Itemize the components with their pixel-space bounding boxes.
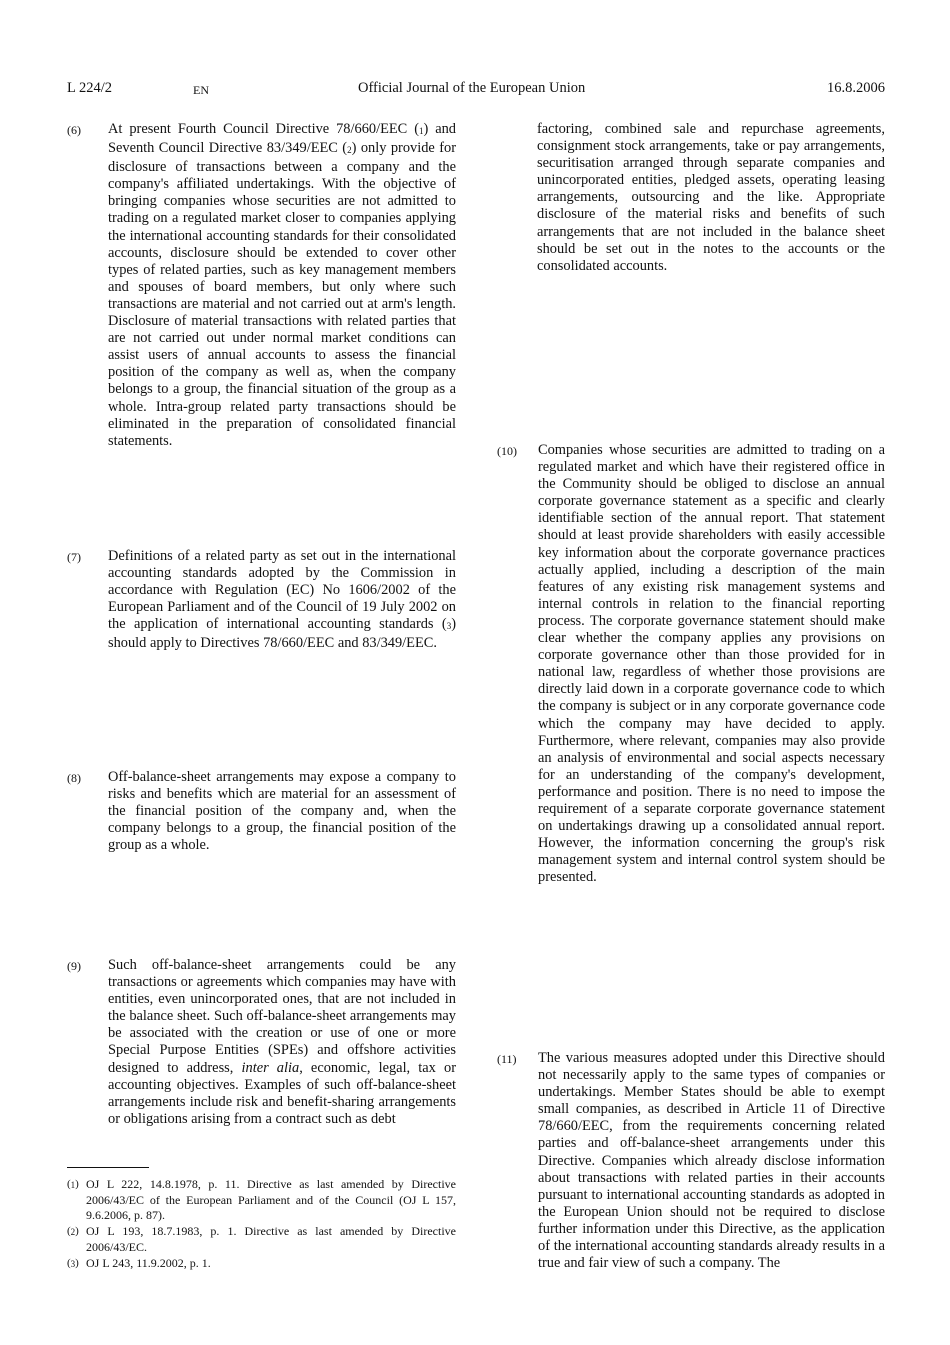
page-header (67, 80, 885, 100)
footnote-3 (67, 1256, 456, 1272)
recital-text: Companies whose securities are admitted to trading on a regulated market and which have their registered office in the Community should be obliged to disclose an annual corporate governance statement as a specific and clearly identifiable section of the annual report. That statement should at least provide shareholders with easily accessible key information about the corporate governance practices actually applied, including a description of the main features of any existing risk management systems and internal controls in relation to the financial reporting process. The corporate governance statement should make clear whether the company applies any provisions on corporate governance other than those provided for in national law, regardless of whether those provisions are directly laid down in a corporate governance code to which the company is subject or in any corporate governance code which the company may have decided to apply. Furthermore, where relevant, companies may also provide an analysis of environmental and social aspects necessary for an understanding of the company's development, performance and position. There is no need to impose the requirement of a separate corporate governance statement on undertakings drawing up a consolidated annual report. However, the information concerning the group's risk management system and internal control system should be presented. (538, 442, 885, 886)
footnote-number: $(_2)$ (67, 1225, 79, 1237)
recital-text: The various measures adopted under this Directive should not necessarily apply to the same types of companies or undertakings. Member States should be able to exempt small companies, as described in Article 11 of Directive 78/660/EEC, from the requirements concerning related parties and off-balance-sheet arrangements under this Directive. Companies which already disclose information about transactions with related parties in their accounts pursuant to international accounting standards as adopted in the European Union should not be required to disclose further information under this Directive, as the application of the international accounting standards already results in a true and fair view of such a company. The (538, 1050, 885, 1272)
recital-text: At present Fourth Council Directive 78/660/EEC $(_1)$ and Seventh Council Directive 83/349/EEC $(_2)$ only provide for disclosure of transactions between a company and the company's affiliated undertakings. With the objective of bringing companies whose securities are not admitted to trading on a regulated market closer to companies applying the international accounting standards for their consolidated accounts, disclosure should be extended to cover other types of related parties, such as key management members and spouses of board members, but only where such transactions are material and not carried out at arm's length. Disclosure of material transactions with related parties that are not carried out under normal market conditions can assist users of annual accounts to assess the financial position of the company as well as, when the company belongs to a group, the financial situation of the group as a whole. Intra-group related party transactions should be eliminated in the preparation of consolidated financial statements. (108, 121, 456, 449)
footnote-2 (67, 1224, 456, 1255)
recital-6 (67, 121, 456, 450)
recital-9 (67, 957, 456, 1128)
footnote-number: $(_3)$ (67, 1257, 79, 1269)
recital-7 (67, 548, 456, 653)
recital-text: Definitions of a related party as set out in the international accounting standards adopted by the Commission in accordance with Regulation (EC) No 1606/2002 of the European Parliament and of the Council of 19 July 2002 on the application of international accounting standards $(_3)$ should apply to Directives 78/660/EEC and 83/349/EEC. (108, 548, 456, 652)
recital-number: (11) (497, 1052, 517, 1066)
recital-number: (7) (67, 550, 81, 564)
journal-title: Official Journal of the European Union (358, 80, 586, 96)
footnote-ref: 2 (347, 145, 352, 156)
footnote-text: OJ L 222, 14.8.1978, p. 11. Directive as last amended by Directive 2006/43/EC of the European Parliament and of the Council (OJ L 157, 9.6.2006, p. 87). (86, 1177, 456, 1223)
recital-text: Such off-balance-sheet arrangements could be any transactions or agreements which companies may have with entities, even unincorporated ones, that are not included in the balance sheet. Such off-balance-sheet arrangements may be associated with the creation or use of one or more Special Purpose Entities (SPEs) and offshore activities designed to address, inter alia, economic, legal, tax or accounting objectives. Examples of such off-balance-sheet arrangements include risk and benefit-sharing arrangements or obligations arising from a contract such as debt (108, 957, 456, 1127)
recital-11 (497, 1050, 885, 1272)
language-code: EN (193, 83, 209, 97)
recital-9-continued (497, 121, 885, 275)
recital-number: (8) (67, 771, 81, 785)
footnote-ref: 3 (446, 621, 452, 632)
recital-8 (67, 769, 456, 854)
recital-text: Off-balance-sheet arrangements may expose a company to risks and benefits which are material for an assessment of the financial position of the company and, when the company belongs to a group, the financial position of the group as a whole. (108, 769, 456, 854)
footnote-text: OJ L 193, 18.7.1983, p. 1. Directive as last amended by Directive 2006/43/EC. (86, 1224, 456, 1254)
recital-10 (497, 442, 885, 886)
recital-number: (10) (497, 444, 517, 458)
footnote-divider (67, 1167, 149, 1168)
recital-number: (9) (67, 959, 81, 973)
publication-date: 16.8.2006 (827, 80, 885, 96)
footnote-1 (67, 1177, 456, 1224)
footnote-ref: 1 (418, 126, 424, 136)
italic-term: inter alia (241, 1059, 300, 1076)
recital-number: (6) (67, 123, 81, 137)
footnote-number: $(_1)$ (67, 1178, 79, 1190)
journal-reference: L 224/2 (67, 80, 112, 96)
footnote-text: OJ L 243, 11.9.2002, p. 1. (86, 1256, 211, 1270)
recital-text: factoring, combined sale and repurchase agreements, consignment stock arrangements, take or pay arrangements, securitisation arranged through separate companies and unincorporated entities, pledged assets, operating leasing arrangements, outsourcing and the like. Appropriate disclosure of the material risks and benefits of such arrangements that are not included in the balance sheet should be set out in the notes to the accounts or the consolidated accounts. (537, 121, 885, 274)
